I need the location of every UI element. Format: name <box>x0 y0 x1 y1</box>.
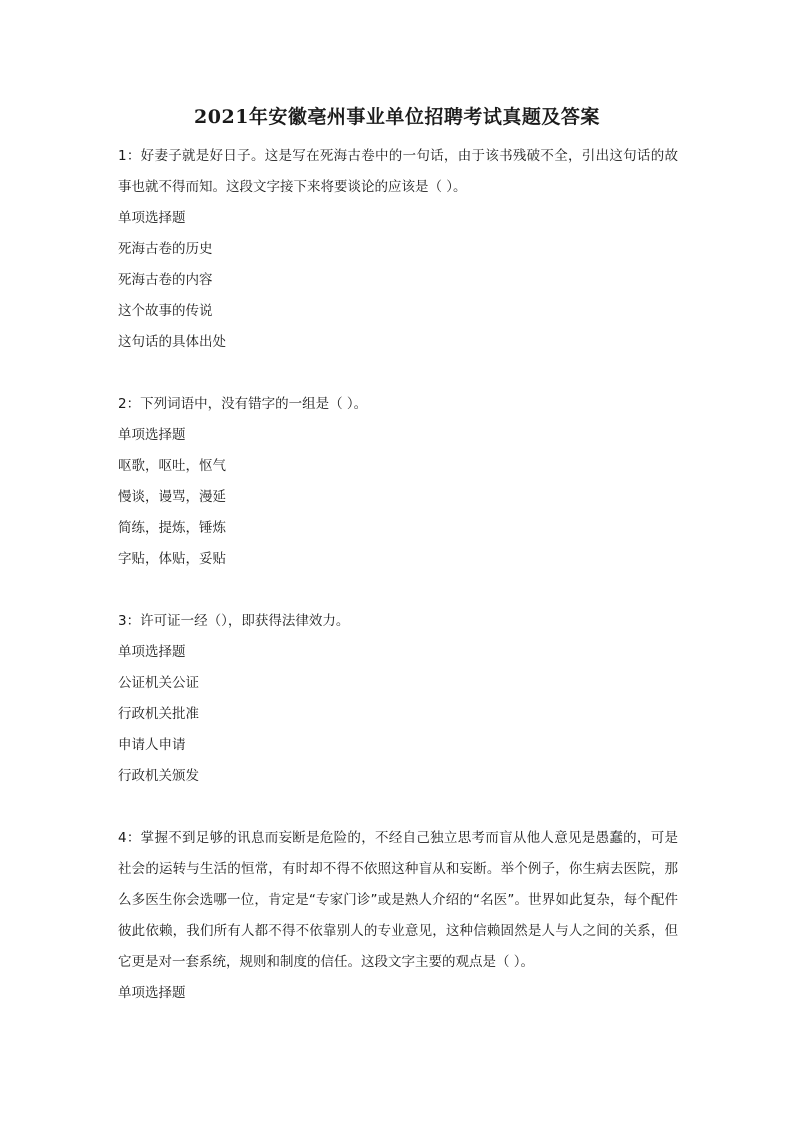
question-list <box>118 141 678 1040</box>
document-title: 2021年安徽亳州事业单位招聘考试真题及答案 <box>194 106 600 128</box>
option-a: 公证机关公证 <box>118 675 199 691</box>
question-1 <box>118 141 678 358</box>
option-b: 慢谈，谩骂，漫延 <box>118 489 226 505</box>
question-4 <box>118 823 678 1009</box>
question-stem: 2：下列词语中，没有错字的一组是（ ）。 <box>118 396 368 412</box>
option-a: 呕歌，呕吐，怄气 <box>118 458 226 474</box>
question-stem: 3：许可证一经（），即获得法律效力。 <box>118 613 350 629</box>
option-d: 行政机关颁发 <box>118 768 199 784</box>
question-3 <box>118 606 678 792</box>
question-2 <box>118 389 678 575</box>
question-stem: 4：掌握不到足够的讯息而妄断是危险的，不经自己独立思考而盲从他人意见是愚蠢的，可是社会的运转与生活的恒常，有时却不得不依照这种盲从和妄断。举个例子，你生病去医院，那么多医生你会选哪一位，肯定是“专家门诊”或是熟人介绍的“名医”。世界如此复杂，每个配件彼此依赖，我们所有人都不得不依靠别人的专业意见，这种信赖固然是人与人之间的关系，但它更是对一套系统，规则和制度的信任。这段文字主要的观点是（ ）。 <box>118 830 678 970</box>
option-c: 简练，提炼，锤炼 <box>118 520 226 536</box>
option-c: 这个故事的传说 <box>118 303 213 319</box>
option-a: 死海古卷的历史 <box>118 241 213 257</box>
question-type: 单项选择题 <box>118 427 186 443</box>
option-d: 这句话的具体出处 <box>118 334 226 350</box>
option-b: 行政机关批准 <box>118 706 199 722</box>
option-d: 字贴，体贴，妥贴 <box>118 551 226 567</box>
question-stem: 1：好妻子就是好日子。这是写在死海古卷中的一句话，由于该书残破不全，引出这句话的故事也就不得而知。这段文字接下来将要谈论的应该是（ ）。 <box>118 148 678 195</box>
question-type: 单项选择题 <box>118 644 186 660</box>
question-type: 单项选择题 <box>118 210 186 226</box>
option-b: 死海古卷的内容 <box>118 272 213 288</box>
option-c: 申请人申请 <box>118 737 186 753</box>
question-type: 单项选择题 <box>118 985 186 1001</box>
